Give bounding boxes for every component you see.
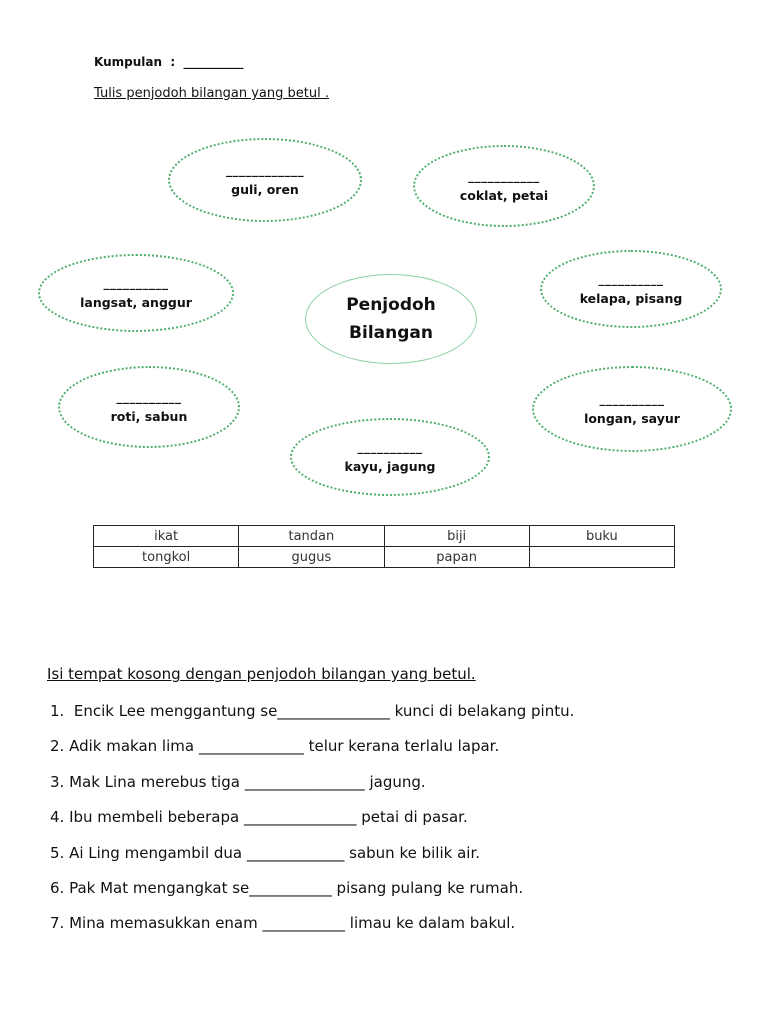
table-cell: biji <box>384 526 529 547</box>
section-instruction: Isi tempat kosong dengan penjodoh bilangan yang betul. <box>47 665 476 683</box>
sentence-2: 2. Adik makan lima ______________ telur kerana terlalu lapar. <box>50 737 500 755</box>
answer-blank: __________ <box>103 276 169 290</box>
item-words: kayu, jagung <box>344 459 436 474</box>
table-cell: tandan <box>239 526 384 547</box>
center-title-line2: Bilangan <box>349 323 433 343</box>
oval-langsat-anggur <box>38 254 234 332</box>
answer-blank: __________ <box>357 440 423 454</box>
item-words: longan, sayur <box>584 411 680 426</box>
answer-blank: __________ <box>599 392 665 406</box>
table-row <box>94 547 675 568</box>
table-row <box>94 526 675 547</box>
answer-blank: __________ <box>598 272 664 286</box>
answer-blank: ___________ <box>468 169 540 183</box>
word-bank-table <box>93 525 675 568</box>
sentence-5: 5. Ai Ling mengambil dua _____________ sabun ke bilik air. <box>50 844 481 862</box>
answer-blank: ____________ <box>226 163 304 177</box>
table-cell: tongkol <box>94 547 239 568</box>
sentence-1: 1. Encik Lee menggantung se_______________ kunci di belakang pintu. <box>50 702 575 720</box>
oval-kayu-jagung <box>290 418 490 496</box>
group-label: Kumpulan : __________ <box>94 55 244 69</box>
instruction-heading: Tulis penjodoh bilangan yang betul . <box>94 86 329 101</box>
table-cell: ikat <box>94 526 239 547</box>
oval-roti-sabun <box>58 366 240 448</box>
sentence-4: 4. Ibu membeli beberapa _______________ petai di pasar. <box>50 808 468 826</box>
table-cell: papan <box>384 547 529 568</box>
oval-longan-sayur <box>532 366 732 452</box>
item-words: guli, oren <box>231 182 299 197</box>
item-words: coklat, petai <box>459 188 549 203</box>
table-cell: gugus <box>239 547 384 568</box>
oval-guli-oren <box>168 138 362 222</box>
answer-blank: __________ <box>116 390 182 404</box>
oval-coklat-petai <box>413 145 595 227</box>
sentence-3: 3. Mak Lina merebus tiga ________________ jagung. <box>50 773 426 791</box>
table-cell <box>529 547 674 568</box>
center-oval <box>305 274 477 364</box>
item-words: kelapa, pisang <box>579 291 683 306</box>
center-title-line1: Penjodoh <box>346 295 436 315</box>
item-words: langsat, anggur <box>80 295 192 310</box>
oval-kelapa-pisang <box>540 250 722 328</box>
sentence-6: 6. Pak Mat mengangkat se___________ pisang pulang ke rumah. <box>50 879 524 897</box>
item-words: roti, sabun <box>110 409 188 424</box>
table-cell: buku <box>529 526 674 547</box>
sentence-7: 7. Mina memasukkan enam ___________ limau ke dalam bakul. <box>50 914 516 932</box>
